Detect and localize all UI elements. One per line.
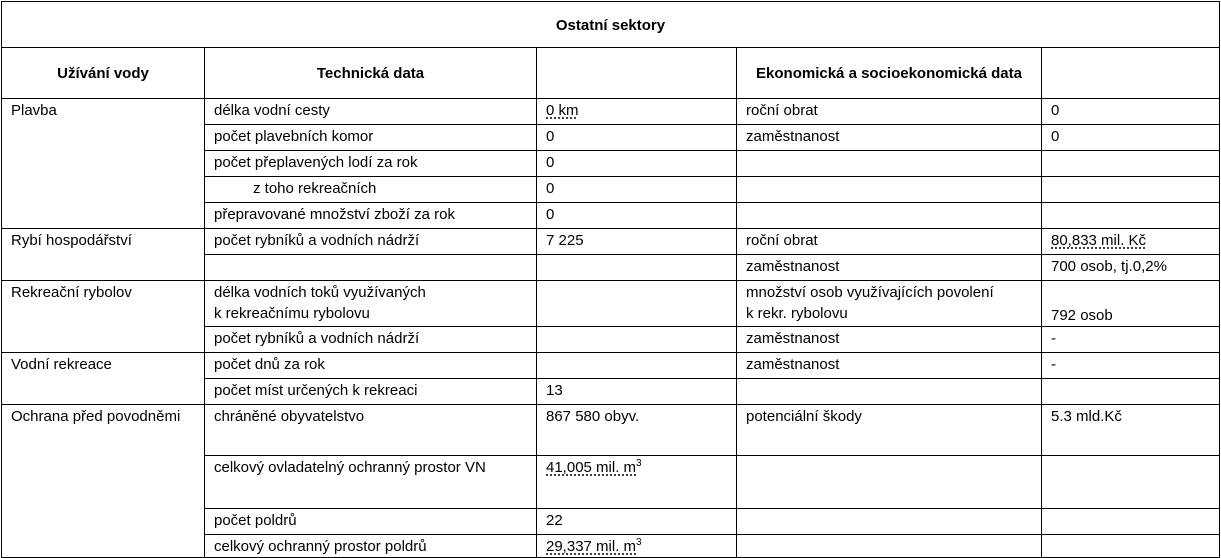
tech-label: z toho rekreačních <box>205 177 537 203</box>
eco-value <box>1042 229 1220 255</box>
eco-value-empty <box>1042 535 1220 558</box>
tech-label: počet míst určených k rekreaci <box>205 379 537 405</box>
tech-value-empty <box>537 327 737 353</box>
tech-value-empty <box>537 255 737 281</box>
tech-value-empty <box>537 281 737 327</box>
table-title-row <box>2 2 1220 48</box>
header-ekonomicka: Ekonomická a socioekonomická data <box>737 48 1042 99</box>
eco-value-empty <box>1042 203 1220 229</box>
tech-label: přepravované množství zboží za rok <box>205 203 537 229</box>
water-use-table <box>1 1 1220 558</box>
eco-label-empty <box>737 456 1042 509</box>
eco-label-line-2: k rekr. rybolovu <box>746 305 848 322</box>
tech-label: počet přeplavených lodí za rok <box>205 151 537 177</box>
tech-label: celkový ochranný prostor poldrů <box>205 535 537 558</box>
header-uzivani: Užívání vody <box>2 48 205 99</box>
tech-label-line-1: délka vodních toků využívaných <box>214 284 426 301</box>
table-row <box>2 405 1220 456</box>
tech-value: 0 <box>537 203 737 229</box>
tech-label: počet plavebních komor <box>205 125 537 151</box>
unit-superscript: 3 <box>636 537 642 548</box>
eco-label: potenciální škody <box>737 405 1042 456</box>
category-ochrana: Ochrana před povodněmi <box>2 405 205 558</box>
tech-label: chráněné obyvatelstvo <box>205 405 537 456</box>
eco-value: 0 <box>1042 99 1220 125</box>
eco-value: - <box>1042 353 1220 379</box>
eco-label-empty <box>737 151 1042 177</box>
eco-value: 5.3 mld.Kč <box>1042 405 1220 456</box>
eco-label: zaměstnanost <box>737 125 1042 151</box>
table-row <box>2 229 1220 255</box>
eco-value: - <box>1042 327 1220 353</box>
eco-value: 0 <box>1042 125 1220 151</box>
header-row <box>2 48 1220 99</box>
eco-label: roční obrat <box>737 229 1042 255</box>
tech-value: 0 <box>537 151 737 177</box>
tech-label: počet rybníků a vodních nádrží <box>205 229 537 255</box>
tech-label: celkový ovladatelný ochranný prostor VN <box>205 456 537 509</box>
tech-value: 22 <box>537 509 737 535</box>
eco-label-empty <box>737 509 1042 535</box>
tech-value-text: 41,005 mil. m <box>546 459 637 476</box>
eco-label: zaměstnanost <box>737 327 1042 353</box>
unit-superscript: 3 <box>636 458 642 469</box>
tech-value: 0 <box>537 177 737 203</box>
tech-label: počet dnů za rok <box>205 353 537 379</box>
eco-value-empty <box>1042 379 1220 405</box>
table-row <box>2 353 1220 379</box>
tech-label: počet rybníků a vodních nádrží <box>205 327 537 353</box>
tech-value-empty <box>537 353 737 379</box>
eco-label: zaměstnanost <box>737 353 1042 379</box>
eco-label-line-1: množství osob využívajících povolení <box>746 284 994 301</box>
eco-value-empty <box>1042 456 1220 509</box>
eco-label-empty <box>737 177 1042 203</box>
tech-value-text: 29,337 mil. m <box>546 538 637 555</box>
tech-label <box>205 281 537 327</box>
tech-label: počet poldrů <box>205 509 537 535</box>
table-title: Ostatní sektory <box>2 2 1220 48</box>
table-row <box>2 281 1220 327</box>
tech-value-text: 0 km <box>546 102 579 119</box>
category-vodni-rekreace: Vodní rekreace <box>2 353 205 405</box>
eco-value-empty <box>1042 177 1220 203</box>
tech-value: 7 225 <box>537 229 737 255</box>
tech-label: délka vodní cesty <box>205 99 537 125</box>
category-rybi: Rybí hospodářství <box>2 229 205 281</box>
header-technicka: Technická data <box>205 48 537 99</box>
category-plavba: Plavba <box>2 99 205 229</box>
tech-value <box>537 456 737 509</box>
tech-value: 13 <box>537 379 737 405</box>
table-row <box>2 99 1220 125</box>
tech-value <box>537 99 737 125</box>
tech-value: 867 580 obyv. <box>537 405 737 456</box>
eco-value-text: 80,833 mil. Kč <box>1051 232 1147 249</box>
tech-value: 0 <box>537 125 737 151</box>
header-blank-2 <box>1042 48 1220 99</box>
eco-label: zaměstnanost <box>737 255 1042 281</box>
tech-value <box>537 535 737 558</box>
eco-label-empty <box>737 535 1042 558</box>
category-rekreacni-rybolov: Rekreační rybolov <box>2 281 205 353</box>
eco-label-empty <box>737 203 1042 229</box>
eco-label <box>737 281 1042 327</box>
eco-value-empty <box>1042 151 1220 177</box>
eco-value: 700 osob, tj.0,2% <box>1042 255 1220 281</box>
header-blank-1 <box>537 48 737 99</box>
tech-label-empty <box>205 255 537 281</box>
eco-value: 792 osob <box>1042 281 1220 327</box>
eco-value-empty <box>1042 509 1220 535</box>
eco-label-empty <box>737 379 1042 405</box>
tech-label-line-2: k rekreačnímu rybolovu <box>214 305 370 322</box>
eco-label: roční obrat <box>737 99 1042 125</box>
